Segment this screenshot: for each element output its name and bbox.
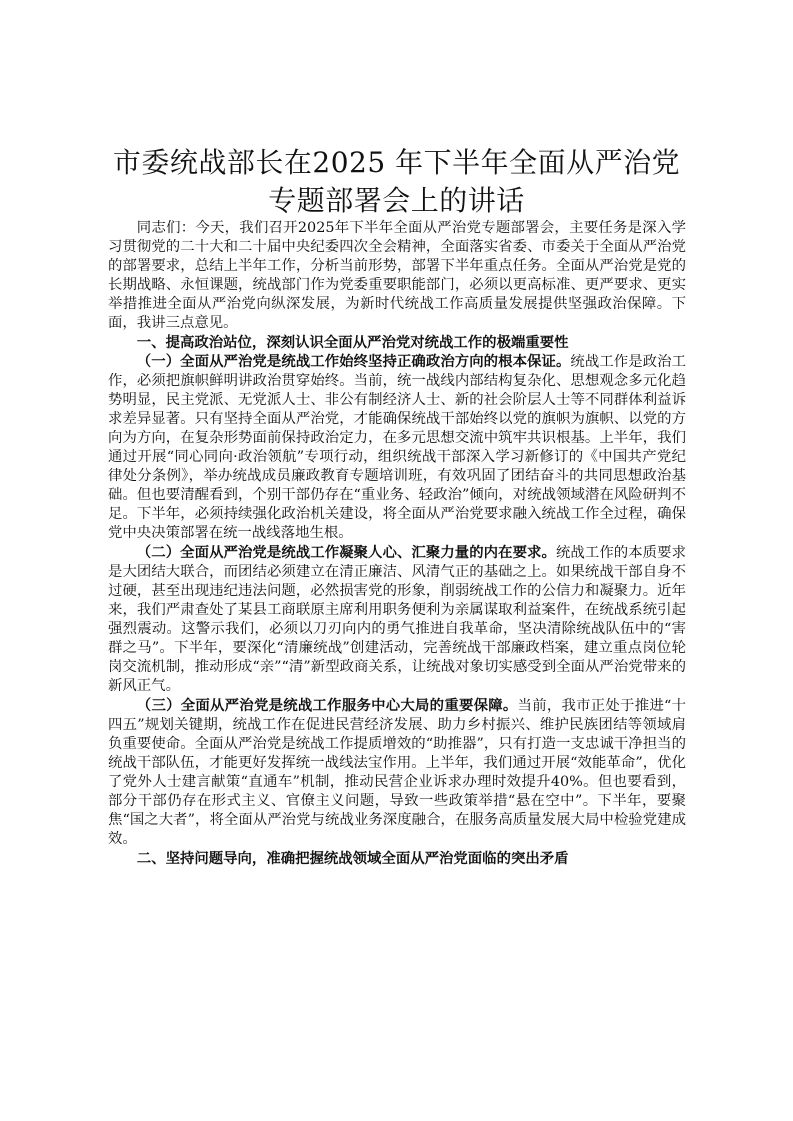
section-1-heading: 一、提高政治站位，深刻认识全面从严治党对统战工作的极端重要性 — [136, 334, 569, 351]
document-title — [100, 144, 693, 220]
paragraph-2-heading: （二）全面从严治党是统战工作凝聚人心、汇聚力量的内在要求。 — [136, 544, 556, 561]
paragraph-1-heading: （一）全面从严治党是统战工作始终坚持正确政治方向的根本保证。 — [136, 353, 571, 370]
paragraph-3-text: 当前，我市正处于推进“十四五”规划关键期，统战工作在促进民营经济发展、助力乡村振兴、维护民族团结等领域肩负重要使命。全面从严治党是统战工作提质增效的“助推器”，只有打造一支忠诚干净担当的统战干部队伍，才能更好发挥统一战线法宝作用。上半年，我们通过开展“效能革命”，优化了党外人士建言献策“直通车”机制，推动民营企业诉求办理时效提升40%。但也要看到，部分干部仍存在形式主义、官僚主义问题，导致一些政策举措“悬在空中”。下半年，要聚焦“国之大者”，将全面从严治党与统战业务深度融合，在服务高质量发展大局中检验党建成效。 — [108, 698, 686, 847]
paragraph-1 — [108, 352, 686, 543]
section-2-heading: 二、坚持问题导向，准确把握统战领域全面从严治党面临的突出矛盾 — [136, 850, 569, 867]
intro-paragraph: 同志们：今天，我们召开2025年下半年全面从严治党专题部署会，主要任务是深入学习贯彻党的二十大和二十届中央纪委四次全会精神，全面落实省委、市委关于全面从严治党的部署要求，总结上半年工作，分析当前形势，部署下半年重点任务。全面从严治党是党的长期战略、永恒课题，统战部门作为党委重要职能部门，必须以更高标准、更严要求、更实举措推进全面从严治党向纵深发展，为新时代统战工作高质量发展提供坚强政治保障。下面，我讲三点意见。 — [108, 220, 686, 331]
paragraph-3-heading: （三）全面从严治党是统战工作服务中心大局的重要保障。 — [136, 697, 518, 714]
title-line-2: 专题部署会上的讲话 — [268, 184, 525, 217]
document-body — [108, 219, 686, 868]
title-line-1: 市委统战部长在2025 年下半年全面从严治党 — [112, 146, 681, 179]
paragraph-2-text: 统战工作的本质要求是大团结大联合，而团结必须建立在清正廉洁、风清气正的基础之上。如果统战干部自身不过硬，甚至出现违纪违法问题，必然损害党的形象，削弱统战工作的公信力和凝聚力。近年来，我们严肃查处了某县工商联原主席利用职务便利为亲属谋取利益案件，在统战系统引起强烈震动。这警示我们，必须以刀刃向内的勇气推进自我革命，坚决清除统战队伍中的“害群之马”。下半年，要深化“清廉统战”创建活动，完善统战干部廉政档案，建立重点岗位轮岗交流机制，推动形成“亲”“清”新型政商关系，让统战对象切实感受到全面从严治党带来的新风正气。 — [108, 545, 686, 694]
paragraph-1-text: 统战工作是政治工作，必须把旗帜鲜明讲政治贯穿始终。当前，统一战线内部结构复杂化、思想观念多元化趋势明显，民主党派、无党派人士、非公有制经济人士、新的社会阶层人士等不同群体利益诉求差异显著。只有坚持全面从严治党，才能确保统战干部始终以党的旗帜为旗帜、以党的方向为方向，在复杂形势面前保持政治定力，在多元思想交流中筑牢共识根基。上半年，我们通过开展“同心同向·政治领航”专项行动，组织统战干部深入学习新修订的《中国共产党纪律处分条例》，举办统战成员廉政教育专题培训班，有效巩固了团结奋斗的共同思想政治基础。但也要清醒看到，个别干部仍存在“重业务、轻政治”倾向，对统战领域潜在风险研判不足。下半年，必须持续强化政治机关建设，将全面从严治党要求融入统战工作全过程，确保党中央决策部署在统一战线落地生根。 — [108, 354, 686, 541]
paragraph-3 — [108, 696, 686, 849]
paragraph-2 — [108, 543, 686, 696]
